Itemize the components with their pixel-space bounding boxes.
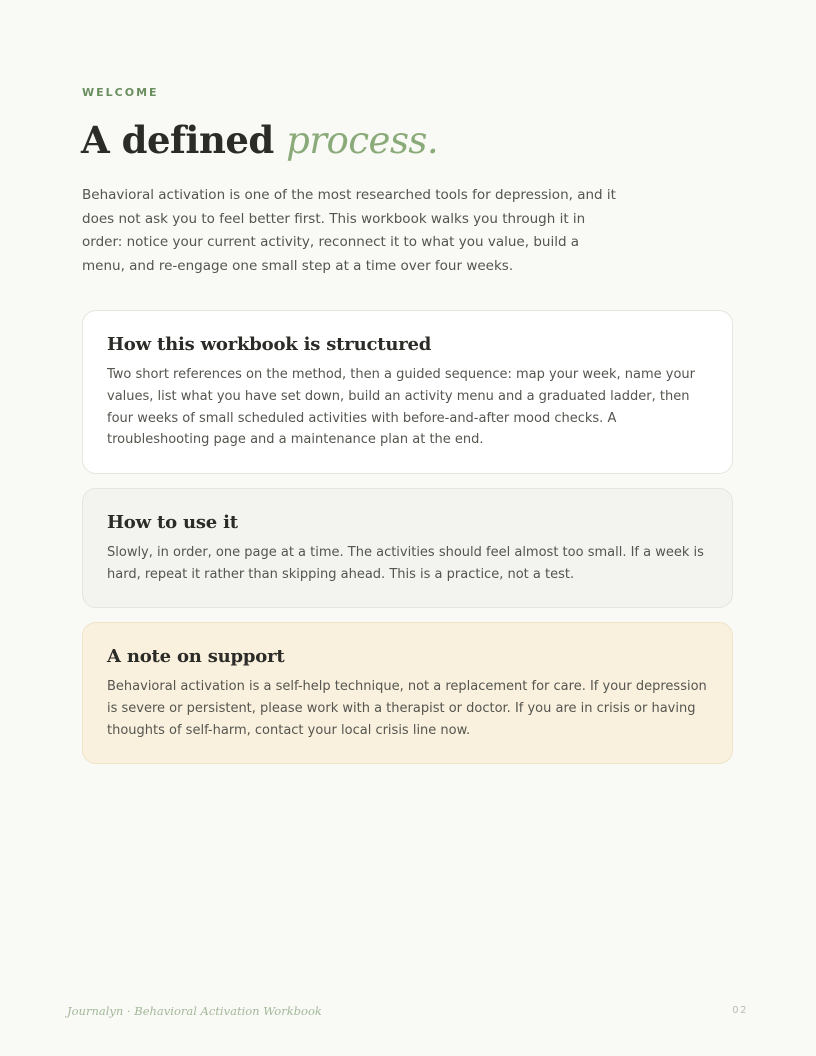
card-structure-title: How this workbook is structured [107,334,432,355]
page-number: 02 [732,1005,748,1016]
card-support-note-title: A note on support [107,646,285,667]
card-how-to-use-body: Slowly, in order, one page at a time. The activities should feel almost too small. If a week is hard, repeat it rather than skipping ahead. This is a practice, not a test. [107,545,704,582]
section-eyebrow: WELCOME [82,86,159,99]
card-how-to-use-title: How to use it [107,512,238,533]
card-structure [82,310,733,474]
card-how-to-use [82,488,733,608]
footer-brand: Journalyn · Behavioral Activation Workbook [67,1004,322,1018]
card-support-note [82,622,733,764]
card-structure-body: Two short references on the method, then a guided sequence: map your week, name your values, list what you have set down, build an activity menu and a graduated ladder, then four weeks of small scheduled activities with before-and-after mood checks. A troubleshooting page and a maintenance plan at the end. [107,367,696,448]
page-title [81,116,438,165]
page-title-main: A defined [81,118,287,162]
page-title-accent: process. [286,119,439,162]
intro-paragraph: Behavioral activation is one of the most researched tools for depression, and it does not ask you to feel better first. This workbook walks you through it in order: notice your current activity, reconnect it to what you value, build a menu, and re-engage one small step at a time over four weeks. [82,187,616,274]
card-support-note-body: Behavioral activation is a self-help technique, not a replacement for care. If your depression is severe or persistent, please work with a therapist or doctor. If you are in crisis or having thoughts of self-harm, contact your local crisis line now. [107,679,707,738]
